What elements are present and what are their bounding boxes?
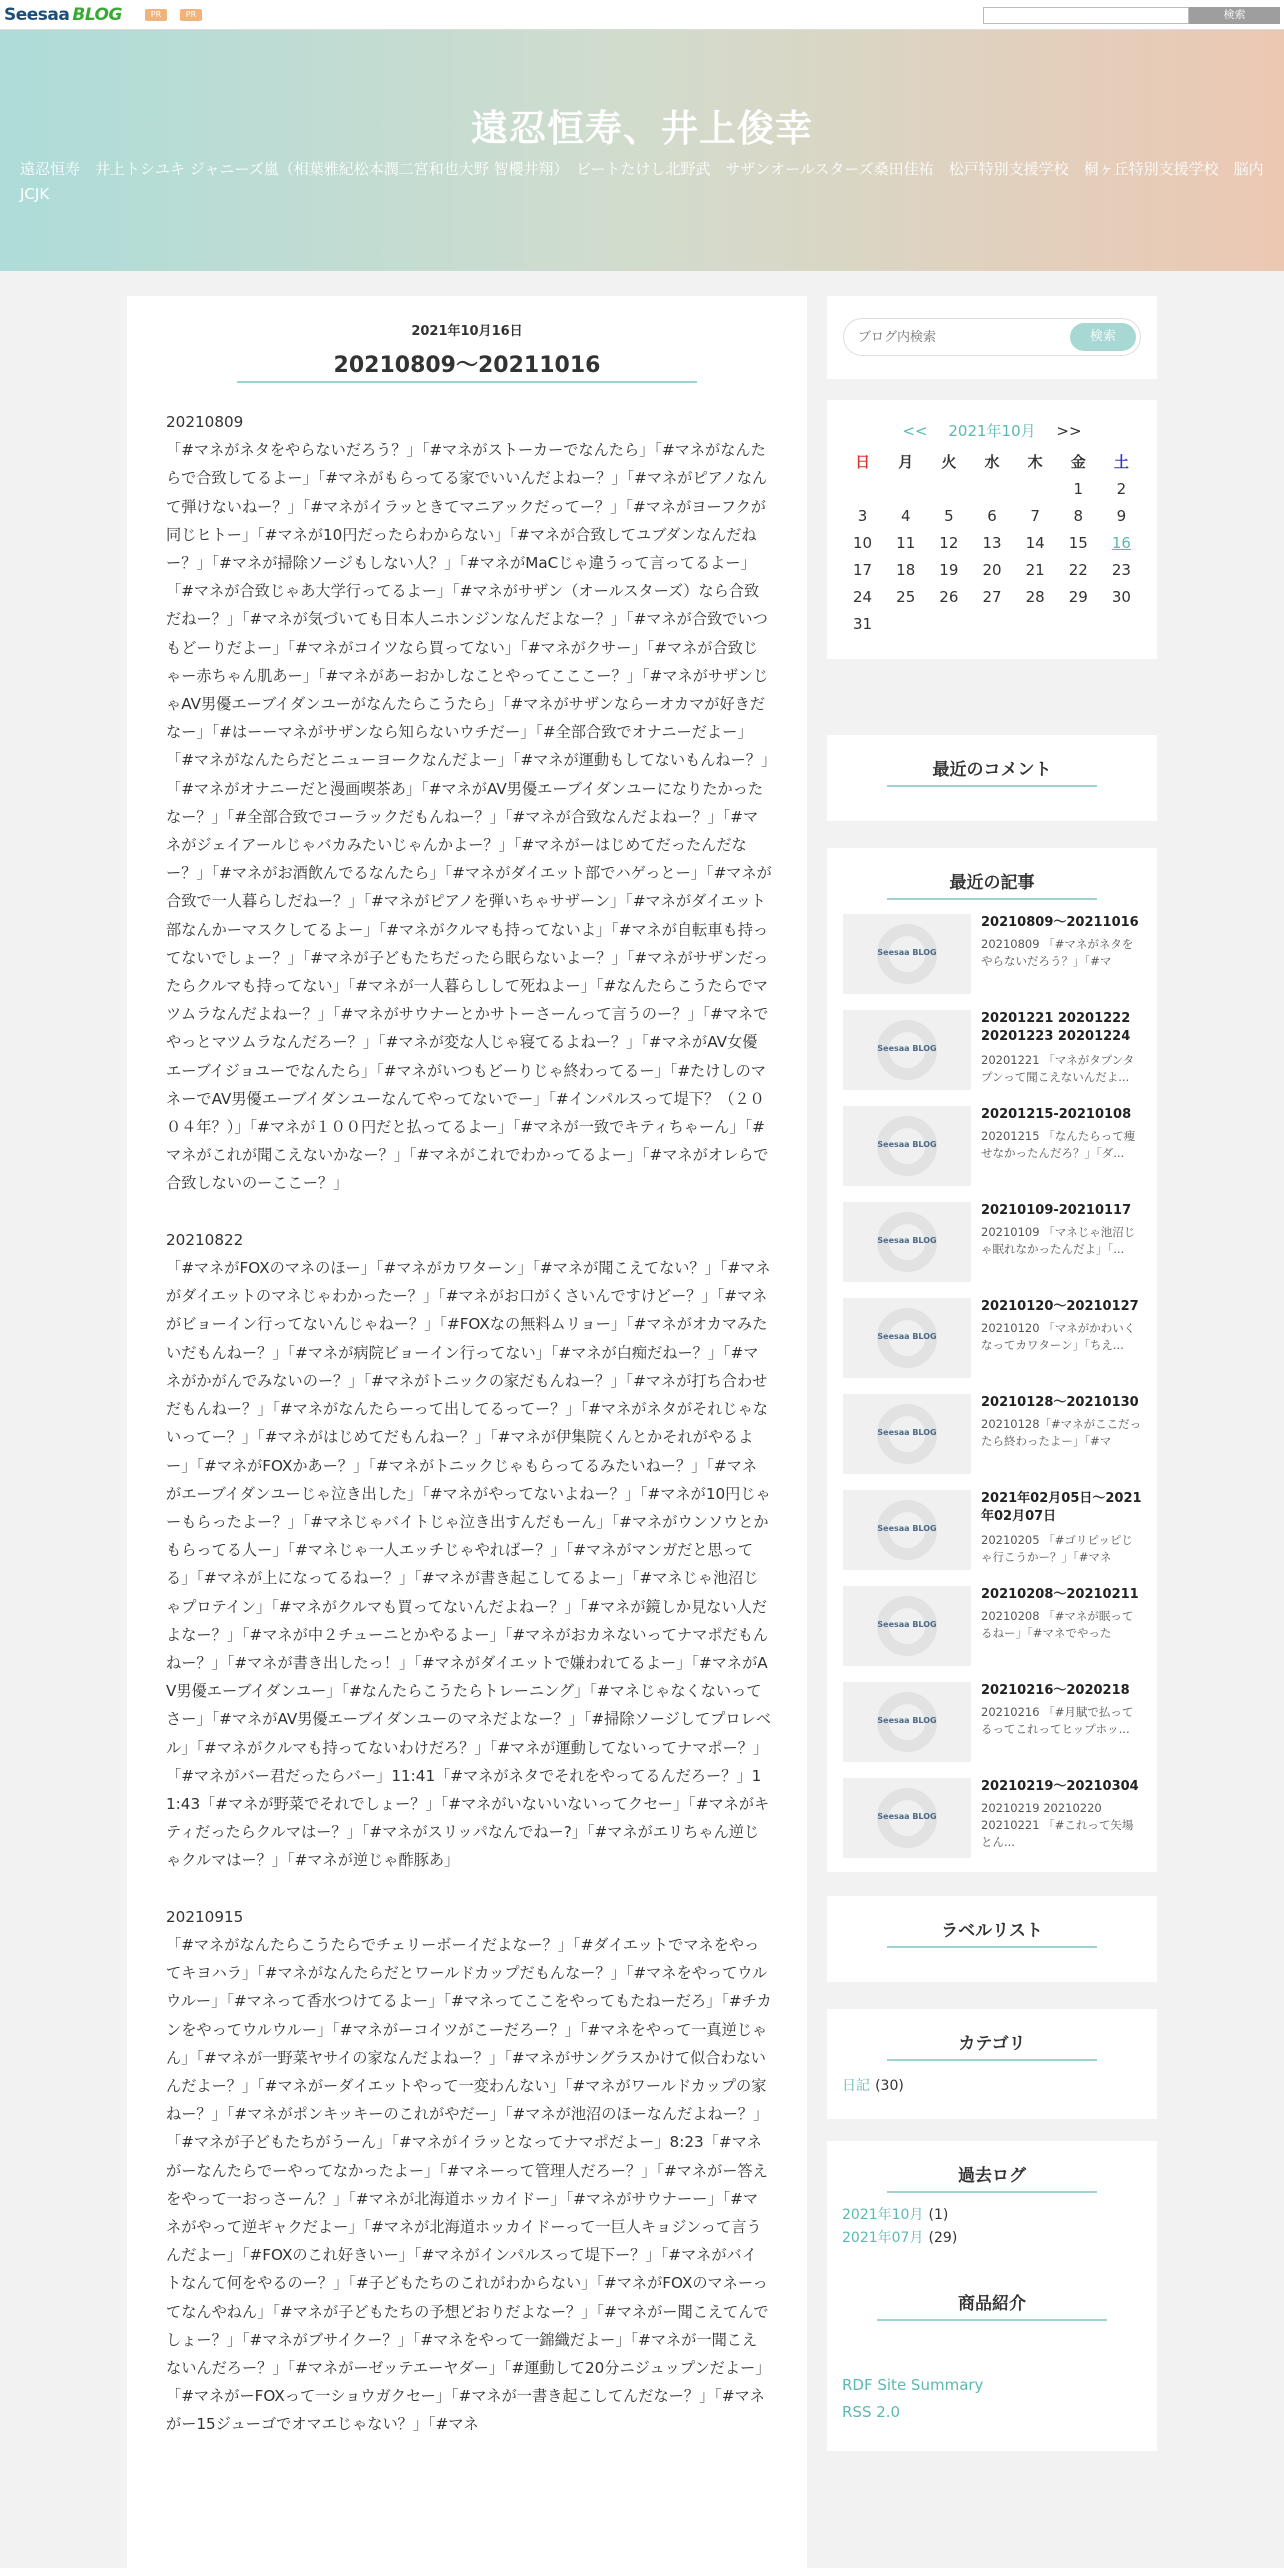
calendar-day: 24 (853, 587, 873, 606)
calendar-day (1014, 610, 1057, 637)
section-underline (887, 1946, 1097, 1948)
section-underline (887, 2191, 1097, 2193)
sidebar-category (827, 2009, 1157, 2119)
calendar-week-row (841, 556, 1143, 583)
thumbnail-logo-text: Seesaa BLOG (877, 1332, 937, 1341)
weekday-label: 土 (1113, 453, 1129, 471)
calendar-day: 7 (1030, 506, 1040, 525)
calendar-next-link[interactable]: >> (1056, 422, 1082, 440)
calendar-day: 30 (1111, 587, 1131, 606)
seesaa-blog-logo[interactable] (4, 4, 122, 26)
post-thumbnail[interactable] (843, 1010, 971, 1090)
blog-search-button[interactable]: 検索 (1070, 323, 1136, 351)
archive-count: (29) (928, 2230, 958, 2246)
recent-post-excerpt: 20201221 「マネがタプンタプンって聞こえないんだよ... (981, 1053, 1135, 1084)
thumbnail-logo-text: Seesaa BLOG (877, 1716, 937, 1725)
calendar-day: 21 (1025, 560, 1045, 579)
blog-title[interactable]: 遠忍恒寿、井上俊幸 (471, 107, 813, 150)
logo-text-seesaa: Seesaa (4, 5, 70, 25)
calendar-day (1057, 610, 1100, 637)
calendar-day: 13 (982, 533, 1002, 552)
pr-badge[interactable]: PR (180, 9, 202, 21)
thumbnail-logo-text: Seesaa BLOG (877, 1236, 937, 1245)
blog-header (0, 30, 1284, 271)
article-paragraph: 「#マネがなんたらこうたらでチェリーボーイだよなー？」「#ダイエットでマネをやってキヨハラ」「#マネがなんたらだとワールドカップだもんなー？」「#マネをやってウルウルー」「#マネって香水つけてるよー」「#マネってここをやってもたねーだろ」「#チカンをやってウルウルー」「#マネがーコイツがこーだろー？」「#マネをやって一真逆じゃん」「#マネが一野菜ヤサイの家なんだよねー？」「#マネがサングラスかけて似合わないんだよー？」「#マネがーダイエットやって一変わんない」「#マネがワールドカップの家ねー？」「#マネがポンキッキーのこれがやだー」「#マネが池沼のほーなんだよねー？」「#マネが子どもたちがうーん」「#マネがイラッとなってナマポだよー」8:23「#マネがーなんたらでーやってなかったよー」「#マネーって管理人だろー？」「#マネがー答えをやって一おっさーん？」「#マネが北海道ホッカイドー」「#マネがサウナーー」「#マネがやって逆ギャクだよー」「#マネが北海道ホッカイドーって一巨人キョジンって言うんだよー」「#FOXのこれ好きいー」「#マネがインパルスって堤下ー？」「#マネがバイトなんて何をやるのー？」「#子どもたちのこれがわからない」「#マネがFOXのマネーってなんやねん」「#マネが子どもたちの予想どおりだよなー？」「#マネがー聞こえてんでしょー？」「#マネがブサイクー？」「#マネをやって一錦織だよー」「#マネが一聞こえないんだろー？」「#マネがーゼッテエーヤダー」「#運動して20分ニジュップンだよー」「#マネがーFOXって一ショウガクセー」「#マネが一書き起こしてんだなー？」「#マネがー15ジューゴでオマエじゃない？」「#マネ (166, 1935, 772, 2434)
weekday-label: 水 (984, 453, 1000, 471)
recent-post-item[interactable] (843, 1490, 1143, 1570)
calendar-day: 31 (853, 614, 873, 633)
thumbnail-logo-text: Seesaa BLOG (877, 1044, 937, 1053)
calendar-table (841, 448, 1143, 637)
recent-post-title[interactable]: 20210809～20211016 (981, 915, 1139, 930)
post-thumbnail[interactable] (843, 1586, 971, 1666)
calendar-day (1014, 475, 1057, 502)
top-search-button[interactable]: 検索 (1189, 7, 1280, 24)
recent-post-title[interactable]: 20210109-20210117 (981, 1203, 1132, 1218)
weekday-label: 日 (855, 453, 871, 471)
calendar-day: 8 (1073, 506, 1084, 525)
calendar-day (884, 610, 927, 637)
recent-post-item[interactable] (843, 1298, 1143, 1378)
weekday-label: 金 (1070, 453, 1086, 471)
calendar-week-row (841, 502, 1143, 529)
recent-post-title[interactable]: 20210120～20210127 (981, 1299, 1139, 1314)
article-date: 2021年10月16日 (411, 324, 523, 339)
calendar-day (970, 475, 1013, 502)
calendar-day: 27 (982, 587, 1002, 606)
calendar-day: 28 (1025, 587, 1045, 606)
calendar-day: 19 (939, 560, 959, 579)
calendar-day (1100, 610, 1143, 637)
recent-post-excerpt: 20210205 「#ゴリピッピじゃ行こうかー？」「#マネ (981, 1533, 1133, 1564)
post-thumbnail[interactable] (843, 1202, 971, 1282)
weekday-label: 火 (941, 453, 957, 471)
calendar-day (927, 610, 970, 637)
archive-item (842, 2204, 948, 2224)
article-paragraph: 20210822 (166, 1230, 244, 1249)
rss-link[interactable]: RSS 2.0 (842, 2403, 901, 2421)
article-paragraph: 「#マネがネタをやらないだろう？」「#マネがストーカーでなんたら」「#マネがなんたらで合致してるよー」「#マネがもらってる家でいいんだよねー？」「#マネがピアノなんて弾けないねー？」「#マネがイラッときてマニアックだってー？」「#マネがヨーフクが同じヒトー」「#マネが10円だったらわからない」「#マネが合致してユブダンなんだねー？」「#マネが掃除ソージもしない人？」「#マネがMaCじゃ違うって言ってるよー」「#マネが合致じゃあ大学行ってるよー」「#マネがサザン（オールスターズ）なら合致だねー？」「#マネが気づいても日本人ニホンジンなんだよなー？」「#マネが合致でいつもどーりだよー」「#マネがコイツなら買ってない」「#マネがクサー」「#マネが合致じゃー赤ちゃん肌あー」「#マネがあーおかしなことやってこここー？」「#マネがサザンじゃAV男優エーブイダンユーがなんたらこうたら」「#マネがサザンならーオカマが好きだなー」「#はーーマネがサザンなら知らないウチだー」「#全部合致でオナニーだよー」「#マネがなんたらだとニューヨークなんだよー」「#マネが運動もしてないもんねー？」「#マネがオナニーだと漫画喫茶あ」「#マネがAV男優エーブイダンユーになりたかったなー？」「#全部合致でコーラックだもんねー？」「#マネが合致なんだよねー？」「#マネがジェイアールじゃバカみたいじゃんかよー？」「#マネがーはじめてだったんだなー？」「#マネがお酒飲んでるなんたら」「#マネがダイエット部でハゲっとー」「#マネが合致で一人暮らしだねー？」「#マネがピアノを弾いちゃサザーン」「#マネがダイエット部なんかーマスクしてるよー」「#マネがクルマも持ってないよ」「#マネが自転車も持ってないでしょー？」「#マネが子どもたちだったら眠らないよー？」「#マネがサザンだったらクルマも持ってない」「#マネが一人暮らしして死ねよー」「#なんたらこうたらでマツムラなんだよねー？」「#マネがサウナーとかサトーさーんって言うのー？」「#マネでやっとマツムラなんだろー？」「#マネが変な人じゃ寝てるよねー？」「#マネがAV女優エーブイジョユーでなんたら」「#マネがいつもどーりじゃ終わってるー」「#たけしのマネーでAV男優エーブイダンユーなんてやってないでー」「#インパルスって堤下？（２００４年？）」「#マネが１００円だと払ってるよー」「#マネが一致でキティちゃーん」「#マネがこれが聞こえないかなー？」「#マネがこれでわかってるよー」「#マネがオレらで合致しないのーここー？」 (166, 441, 772, 1193)
logo-text-blog: BLOG (72, 5, 122, 25)
calendar-week-row (841, 610, 1143, 637)
recent-post-item[interactable] (843, 1010, 1143, 1090)
top-bar (0, 0, 1284, 30)
archive-item (842, 2227, 957, 2247)
calendar-week-row (841, 475, 1143, 502)
post-thumbnail[interactable] (843, 1106, 971, 1186)
calendar-day: 23 (1111, 560, 1131, 579)
category-count: (30) (875, 2078, 904, 2094)
blog-search (843, 318, 1141, 356)
recent-post-item[interactable] (843, 1682, 1143, 1762)
recent-post-title[interactable]: 20210216～2020218 (981, 1683, 1130, 1698)
category-title: カテゴリ (958, 2034, 1026, 2054)
calendar-day: 18 (896, 560, 916, 579)
category-item (842, 2075, 904, 2095)
calendar-day: 2 (1116, 479, 1127, 498)
article (127, 296, 807, 2568)
sidebar-archives (827, 2141, 1157, 2451)
recent-post-excerpt: 20201215 「なんたらって痩せなかったんだろ？」「ダ... (981, 1129, 1136, 1160)
post-thumbnail[interactable] (843, 1490, 971, 1570)
recent-post-title[interactable]: 2021年02月05日～2021年02月07日 (981, 1491, 1142, 1524)
calendar-day: 6 (987, 506, 997, 525)
calendar-day: 9 (1116, 506, 1127, 525)
products-title: 商品紹介 (958, 2294, 1026, 2314)
calendar-day: 5 (944, 506, 954, 525)
thumbnail-logo-text: Seesaa BLOG (877, 948, 937, 957)
calendar-header (827, 420, 1157, 441)
recent-post-excerpt: 20210208 「#マネが眠ってるねー」「#マネでやった (981, 1609, 1134, 1640)
calendar-day: 25 (896, 587, 916, 606)
label-list-title: ラベルリスト (941, 1921, 1043, 1941)
article-title[interactable]: 20210809～20211016 (333, 353, 601, 378)
calendar-day: 17 (853, 560, 873, 579)
thumbnail-logo-text: Seesaa BLOG (877, 1524, 937, 1533)
top-search-input[interactable] (983, 7, 1189, 24)
calendar-day (927, 475, 970, 502)
calendar-day (841, 475, 884, 502)
rdf-link[interactable]: RDF Site Summary (842, 2376, 984, 2394)
calendar-weekday-row (841, 448, 1143, 475)
thumbnail-logo-text: Seesaa BLOG (877, 1812, 937, 1821)
post-thumbnail[interactable] (843, 1778, 971, 1858)
section-underline (887, 785, 1097, 787)
section-underline (877, 2319, 1107, 2321)
calendar-day-link[interactable]: 16 (1111, 533, 1131, 552)
calendar-prev-link[interactable]: << (902, 422, 928, 440)
category-link[interactable]: 日記 (842, 2078, 870, 2094)
recent-post-item[interactable] (843, 914, 1143, 994)
recent-post-item[interactable] (843, 1778, 1143, 1858)
recent-post-excerpt: 20210128「#マネがここだったら終わったよー」「#マ (981, 1417, 1142, 1448)
article-body (166, 408, 772, 2467)
recent-post-title[interactable]: 20210128～20210130 (981, 1395, 1139, 1410)
calendar-day: 11 (896, 533, 916, 552)
archive-count: (1) (928, 2207, 949, 2223)
post-thumbnail[interactable] (843, 1682, 971, 1762)
thumbnail-logo-text: Seesaa BLOG (877, 1428, 937, 1437)
title-underline (237, 381, 697, 383)
calendar-day: 4 (900, 506, 911, 525)
recent-post-item[interactable] (843, 1106, 1143, 1186)
sidebar-recent-comments (827, 735, 1157, 821)
weekday-label: 月 (898, 453, 914, 471)
calendar-day: 10 (853, 533, 873, 552)
calendar-week-row (841, 529, 1143, 556)
article-paragraph: 「#マネがFOXのマネのほー」「#マネがカワターン」「#マネが聞こえてない？」「#マネがダイエットのマネじゃわかったー？」「#マネがお口がくさいんですけどー？」「#マネがビョーイン行ってないんじゃねー？」「#FOXなの無料ムリョー」「#マネがオカマみたいだもんねー？」「#マネが病院ビョーイン行ってない」「#マネが白痴だねー？」「#マネがかがんでみないのー？」「#マネがトニックの家だもんねー？」「#マネが打ち合わせだもんねー？」「#マネがなんたらーって出してるってー？」「#マネがネタがそれじゃないってー？」「#マネがはじめてだもんねー？」「#マネが伊集院くんとかそれがやるよー」「#マネがFOXかあー？」「#マネがトニックじゃもらってるみたいねー？」「#マネがエーブイダンユーじゃ泣き出した」「#マネがやってないよねー？」「#マネが10円じゃーもらったよー？」「#マネじゃバイトじゃ泣き出すんだもーん」「#マネがウンソウとかもらってる人ー」「#マネじゃ一人エッチじゃやればー？」「#マネがマンガだと思ってる」「#マネが上になってるねー？」「#マネが書き起こしてるよー」「#マネじゃ池沼じゃプロテイン」「#マネがクルマも買ってないんだよねー？」「#マネが鏡しか見ない人だよなー？」「#マネが中２チューニとかやるよー」「#マネがおカネないってナマポだもんねー？」「#マネが書き出したっ！」「#マネがダイエットで嫌われてるよー」「#マネがAV男優エーブイダンユー」「#なんたらこうたらトレーニング」「#マネじゃなくないってさー」「#マネがAV男優エーブイダンユーのマネだよなー？」「#掃除ソージしてプロレベル」「#マネがクルマも持ってないわけだろ？」「#マネが運動してないってナマポー？」「#マネがバー君だったらバー」11:41「#マネがネタでそれをやってるんだろー？」11:43「#マネが野菜でそれでしょー？」「#マネがいないいないってクセー」「#マネがキティだったらクルマはー？」「#マネがスリッパなんでねー?」「#マネがエリちゃん逆じゃクルマはー？」「#マネが逆じゃ酢豚あ」 (166, 1259, 771, 1870)
recent-post-title[interactable]: 20210219～20210304 (981, 1779, 1139, 1794)
post-thumbnail[interactable] (843, 1394, 971, 1474)
calendar-day: 22 (1068, 560, 1088, 579)
sidebar-calendar (827, 400, 1157, 659)
article-paragraph: 20210809 (166, 413, 244, 431)
recent-comments-title: 最近のコメント (932, 760, 1052, 780)
section-underline (887, 2059, 1097, 2061)
recent-post-title[interactable]: 20201221 20201222 20201223 20201224 (981, 1011, 1131, 1044)
calendar-day: 26 (939, 587, 959, 606)
recent-post-excerpt: 20210120 「マネがかわいくなってカワターン」「ちえ... (981, 1321, 1136, 1352)
thumbnail-logo-text: Seesaa BLOG (877, 1140, 937, 1149)
archive-title: 過去ログ (958, 2166, 1026, 2186)
sidebar-search-box (827, 296, 1157, 379)
recent-post-excerpt: 20210216 「#月賦で払ってるってこれってヒップホッ... (981, 1705, 1134, 1736)
post-thumbnail[interactable] (843, 1298, 971, 1378)
calendar-day (884, 475, 927, 502)
thumbnail-logo-text: Seesaa BLOG (877, 1620, 937, 1629)
calendar-day: 1 (1073, 479, 1084, 498)
archive-link[interactable]: 2021年07月 (842, 2230, 924, 2246)
recent-post-excerpt: 20210219 20210220 20210221 「#これって矢場とん... (981, 1801, 1134, 1849)
calendar-day: 29 (1068, 587, 1088, 606)
recent-post-item[interactable] (843, 1586, 1143, 1666)
calendar-day: 3 (857, 506, 868, 525)
recent-post-title[interactable]: 20210208～20210211 (981, 1587, 1139, 1602)
article-paragraph: 20210915 (166, 1907, 244, 1926)
calendar-day: 14 (1025, 533, 1045, 552)
recent-posts-title: 最近の記事 (949, 873, 1035, 893)
calendar-day: 12 (939, 533, 959, 552)
blog-search-input[interactable] (858, 329, 1058, 344)
recent-post-title[interactable]: 20201215-20210108 (981, 1107, 1132, 1122)
pr-badge[interactable]: PR (145, 9, 167, 21)
calendar-day: 15 (1068, 533, 1088, 552)
archive-link[interactable]: 2021年10月 (842, 2207, 924, 2223)
post-thumbnail[interactable] (843, 914, 971, 994)
recent-post-excerpt: 20210109 「マネじゃ池沼じゃ眠れなかったんだよ」「... (981, 1225, 1136, 1256)
calendar-week-row (841, 583, 1143, 610)
recent-post-item[interactable] (843, 1394, 1143, 1474)
section-underline (887, 898, 1097, 900)
blog-description: 遠忍恒寿 井上トシユキ ジャニーズ嵐（相葉雅紀松本潤二宮和也大野 智櫻井翔） ビートたけし北野武 サザンオールスターズ桑田佳祐 松戸特別支援学校 桐ヶ丘特別支援学校 脳内JCJK (20, 160, 1264, 203)
sidebar-label-list (827, 1896, 1157, 1982)
recent-post-excerpt: 20210809 「#マネがネタをやらないだろう？」「#マ (981, 937, 1134, 968)
sidebar-recent-posts (827, 848, 1157, 1872)
calendar-day: 20 (982, 560, 1002, 579)
recent-post-item[interactable] (843, 1202, 1143, 1282)
calendar-day (970, 610, 1013, 637)
weekday-label: 木 (1027, 453, 1043, 471)
calendar-month-link[interactable]: 2021年10月 (948, 422, 1036, 440)
